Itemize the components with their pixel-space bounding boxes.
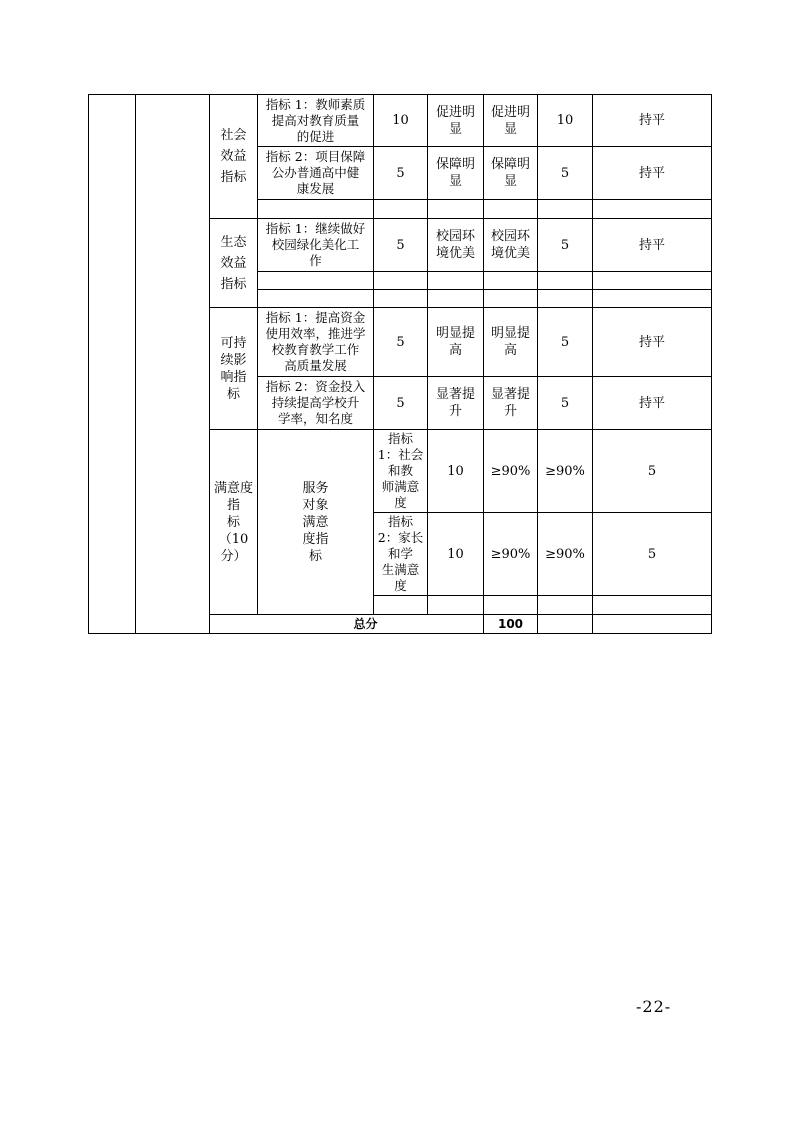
level1-cell [89,95,136,634]
actual-cell: ≥90% [538,430,593,513]
actual-cell: 促进明 显 [484,95,538,147]
note-cell: 持平 [593,95,712,147]
score-cell: 5 [538,147,593,200]
score-cell: 10 [538,95,593,147]
sustain-impact-label: 可持 续影 响指 标 [210,308,258,430]
weight-cell: 5 [374,219,428,272]
eco-benefit-label: 生态 效益 指标 [210,219,258,308]
weight-cell: 10 [428,430,484,513]
weight-cell: 10 [428,513,484,596]
note-cell: 持平 [593,147,712,200]
target-cell: 显著提 升 [428,377,484,430]
service-satisfaction-label: 服务 对象 满意 度指 标 [258,430,374,615]
score-cell: 5 [538,377,593,430]
performance-table [88,94,712,634]
indicator-cell: 指标 1：继续做好 校园绿化美化工 作 [258,219,374,272]
indicator-cell: 指标 2：项目保障 公办普通高中健 康发展 [258,147,374,200]
score-cell: 5 [538,219,593,272]
note-cell: 持平 [593,377,712,430]
score-cell: 5 [538,308,593,377]
actual-cell: 明显提 高 [484,308,538,377]
target-cell: 促进明 显 [428,95,484,147]
indicator-cell: 指标 2：家长和学 生满意度 [374,513,428,596]
level2-cell [136,95,210,634]
target-cell: 校园环 境优美 [428,219,484,272]
actual-cell: 校园环 境优美 [484,219,538,272]
total-weight: 100 [484,615,538,634]
score-cell: 5 [593,513,712,596]
target-cell: 保障明 显 [428,147,484,200]
weight-cell: 5 [374,377,428,430]
actual-cell: 保障明 显 [484,147,538,200]
target-cell: 明显提 高 [428,308,484,377]
target-cell: ≥90% [484,430,538,513]
page-number: -22- [636,997,672,1016]
weight-cell: 10 [374,95,428,147]
actual-cell: ≥90% [538,513,593,596]
weight-cell: 5 [374,147,428,200]
total-label: 总分 [210,615,484,634]
note-cell: 持平 [593,308,712,377]
social-benefit-label: 社会 效益 指标 [210,95,258,219]
indicator-cell: 指标 2：资金投入 持续提高学校升 学率，知名度 [258,377,374,430]
weight-cell: 5 [374,308,428,377]
indicator-cell: 指标 1：社会和教 师满意度 [374,430,428,513]
actual-cell: 显著提 升 [484,377,538,430]
indicator-cell: 指标 1：提高资金 使用效率，推进学 校教育教学工作 高质量发展 [258,308,374,377]
table-row [89,95,712,147]
note-cell: 持平 [593,219,712,272]
indicator-cell: 指标 1：教师素质 提高对教育质量 的促进 [258,95,374,147]
target-cell: ≥90% [484,513,538,596]
satisfaction-indicator-label: 满意度指 标 （10 分） [210,430,258,615]
score-cell: 5 [593,430,712,513]
